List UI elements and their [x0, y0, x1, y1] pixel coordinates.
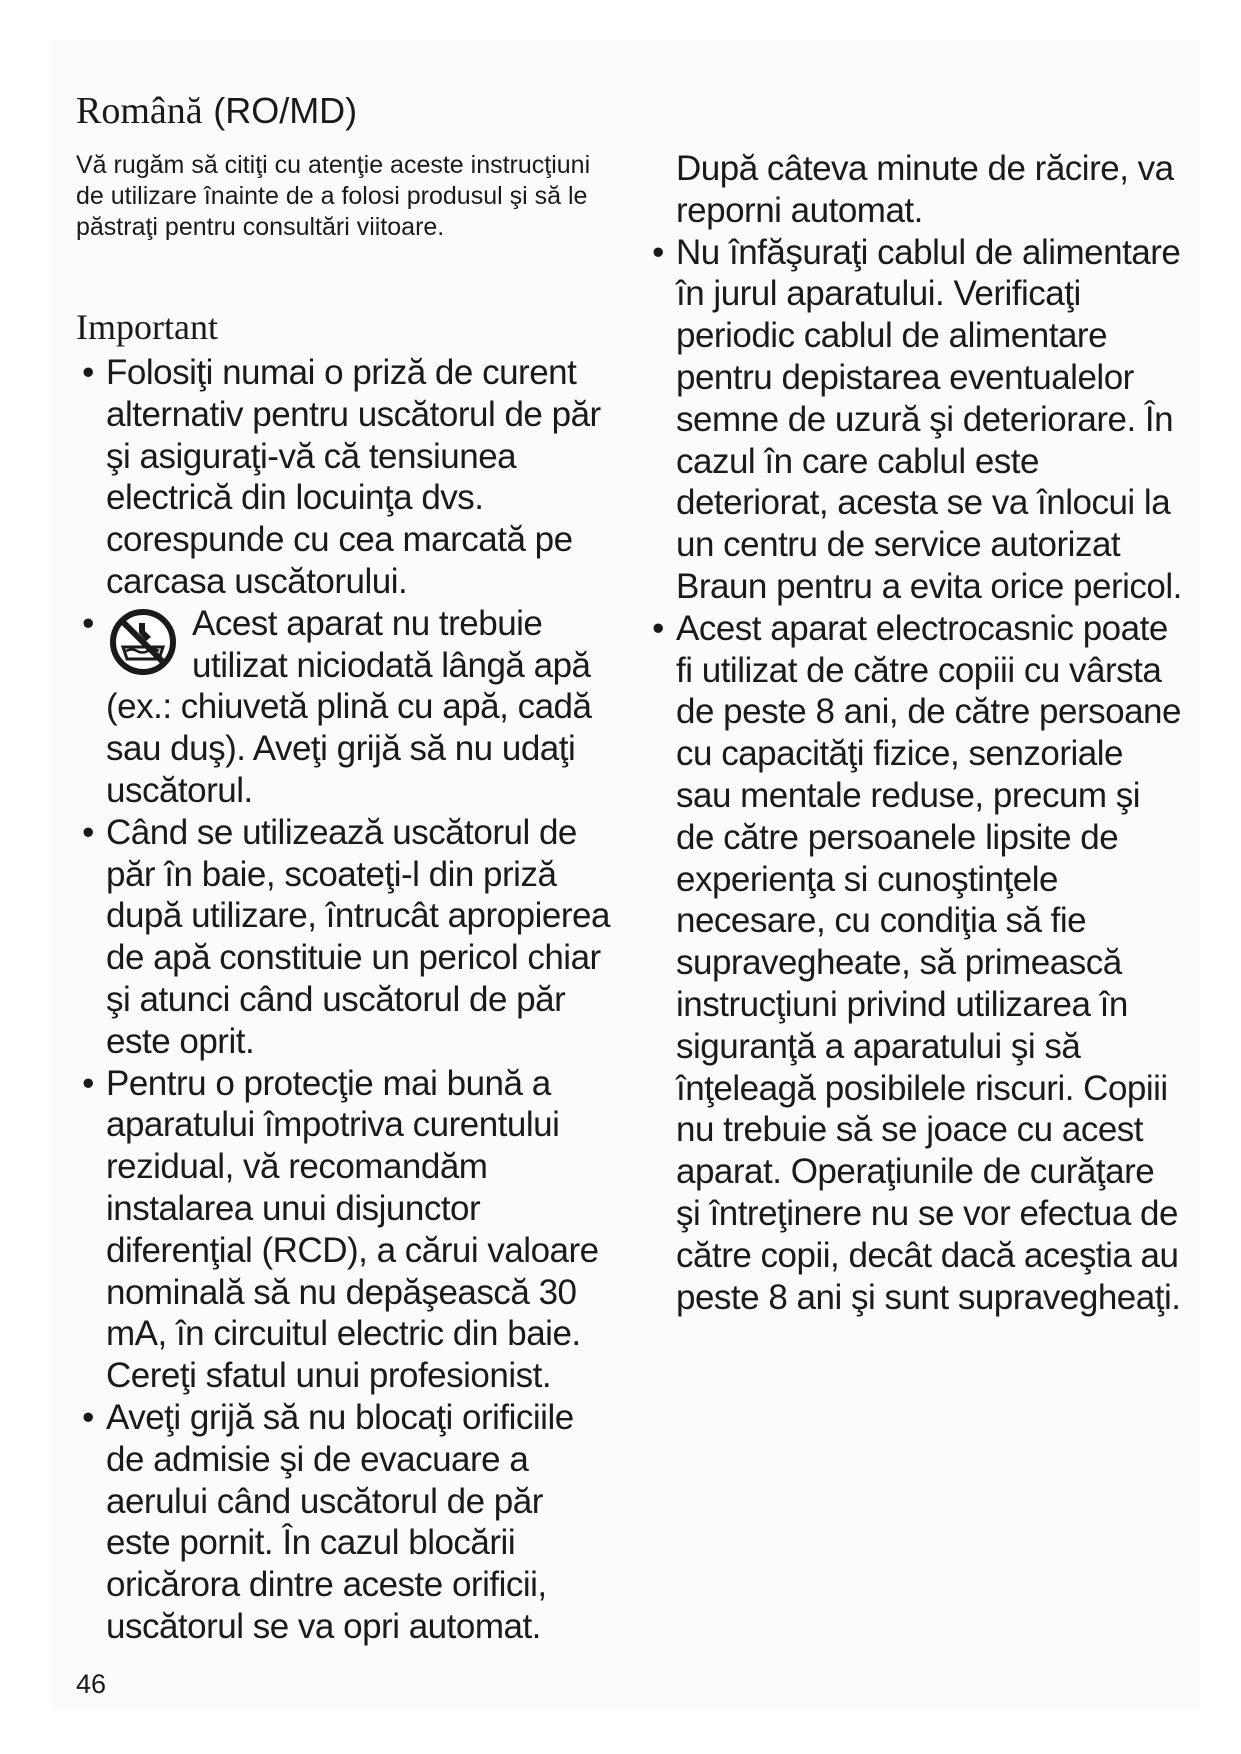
right-column	[646, 148, 1186, 1318]
bullet-icon: •	[82, 353, 94, 392]
list-item	[76, 812, 616, 1063]
item-text: Acest aparat nu trebuie utilizat niciodată lângă apă (ex.: chiuvetă plină cu apă, cadă sau duş). Aveţi grijă să nu udaţi uscătorul.	[106, 603, 592, 810]
item-text: Aveţi grijă să nu blocaţi orificiile de admisie şi de evacuare a aerului când uscătorul de păr este pornit. În cazul blocării oricărora dintre aceste orificii, uscătorul se va opri automat.	[106, 1397, 574, 1646]
bullet-icon: •	[652, 608, 664, 648]
language-code: (RO/MD)	[213, 90, 358, 131]
list-item	[76, 1063, 616, 1397]
item-text: Pentru o protecţie mai bună a aparatului împotriva curentului rezidual, vă recomandăm instalarea unui disjunctor diferenţial (RCD), a cărui valoare nominală să nu depăşească 30 mA, în circuitul electric din baie. Cereţi sfatul unui profesionist.	[106, 1063, 599, 1396]
bullet-icon: •	[82, 812, 94, 852]
language-name: Română	[76, 90, 203, 132]
list-item-warning	[76, 603, 616, 812]
item-text: Când se utilizează uscătorul de păr în baie, scoateţi-l din priză după utilizare, întrucât apropierea de apă constituie un pericol chiar şi atunci când uscătorul de păr este oprit.	[106, 812, 610, 1061]
item-text: Acest aparat electrocasnic poate fi utilizat de către copiii cu vârsta de peste 8 ani, de către persoane cu capacităţi fizice, senzoriale sau mentale reduse, precum şi de către persoanele lipsite de experienţa si cunoştinţele necesare, cu condiţia să fie supravegheate, să primească instrucţiuni privind utilizarea în siguranţă a aparatului şi să înţeleagă posibilele riscuri. Copiii nu trebuie să se joace cu acest aparat. Operaţiunile de curăţare şi întreţinere nu se vor efectua de către copii, decât dacă aceştia au peste 8 ani şi sunt supravegheaţi.	[676, 608, 1181, 1317]
intro-text: Vă rugăm să citiţi cu atenţie aceste instrucţiuni de utilizare înainte de a folosi produsul şi să le păstraţi pentru consultări viitoare.	[76, 151, 591, 241]
no-water-icon	[106, 607, 180, 677]
bullet-icon: •	[82, 1063, 94, 1103]
continued-text: După câteva minute de răcire, va reporni automat.	[676, 149, 1174, 230]
page-number: 46	[76, 1669, 107, 1699]
list-item	[76, 1397, 616, 1648]
list-item	[646, 608, 1186, 1319]
list-item	[76, 352, 616, 603]
item-text: Nu înfăşuraţi cablul de alimentare în jurul aparatului. Verificaţi periodic cablul de alimentare pentru depistarea eventualelor semne de uzură şi deteriorare. În cazul în care cablul este deteriorat, acesta se va înlocui la un centru de service autorizat Braun pentru a evita orice pericol.	[676, 232, 1182, 606]
bullet-icon: •	[82, 603, 94, 643]
bullet-icon: •	[82, 1397, 94, 1437]
list-item	[646, 232, 1186, 608]
item-text: Folosiţi numai o priză de curent alternativ pentru uscătorul de păr şi asiguraţi-vă că tensiunea electrică din locuinţa dvs. corespunde cu cea marcată pe carcasa uscătorului.	[106, 353, 601, 601]
left-column	[76, 352, 616, 1648]
bullet-icon: •	[652, 232, 664, 272]
right-list	[646, 232, 1186, 1319]
page-title	[76, 88, 357, 134]
section-heading: Important	[76, 307, 218, 347]
